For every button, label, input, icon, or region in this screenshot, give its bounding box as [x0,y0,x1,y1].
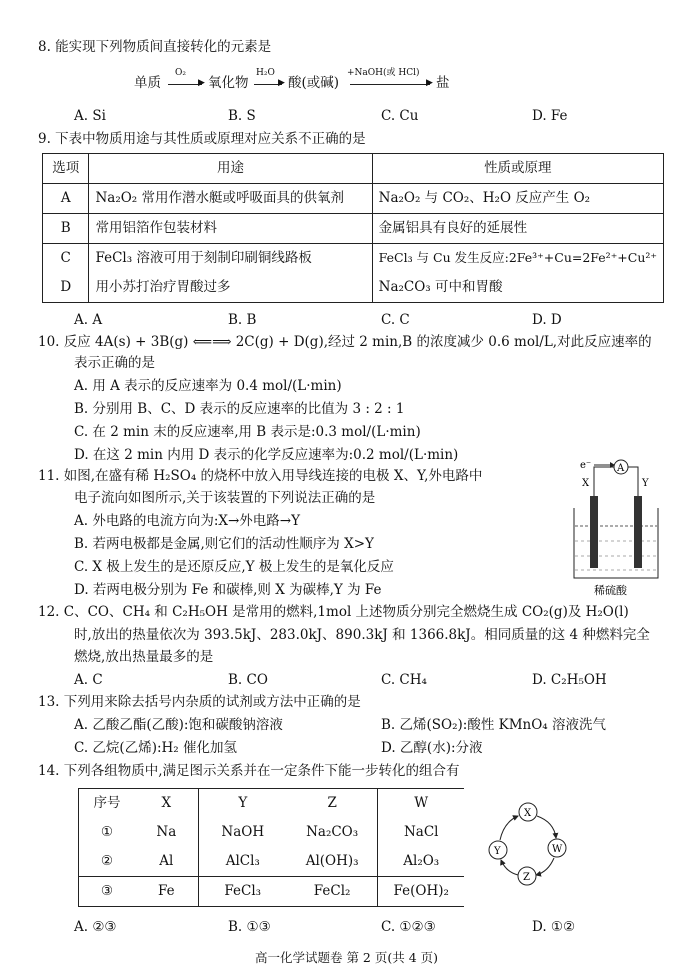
q8-chain-naoh: +NaOH(或 HCl) [347,68,420,78]
q12-option-a: A. C [74,672,103,688]
q14-arrow-y-x [500,816,518,840]
q8-chain-o2: O₂ [175,68,186,78]
q14-row-2-index: ② [100,853,113,870]
q14-row-2-y: AlCl₃ [225,853,260,870]
q14-row-2-x: Al [135,847,198,877]
q13-option-d: D. 乙醇(水):分液 [381,740,483,756]
q14-arrow-z-y [501,860,518,875]
q10-option-d: D. 在这 2 min 内用 D 表示的化学反应速率为:0.2 mol/(L·min) [74,447,459,463]
q12-stem-line3: 燃烧,放出热量最多的是 [74,649,214,665]
q9-header-principle: 性质或原理 [372,154,663,184]
q11-electron-label: e⁻ [580,460,592,471]
q14-row-3-w: Fe(OH)₂ [378,877,464,907]
q12-stem-line1: 12. C、CO、CH₄ 和 C₂H₅OH 是常用的燃料,1mol 上述物质分别完全燃烧生成 CO₂(g)及 H₂O(l) [38,604,629,620]
q14-row-3-z: FeCl₂ [287,877,378,907]
q13-stem: 13. 下列用来除去括号内杂质的试剂或方法中正确的是 [38,694,361,710]
q14-stem: 14. 下列各组物质中,满足图示关系并在一定条件下能一步转化的组合有 [38,763,460,779]
q14-node-y-label: Y [494,846,501,857]
q14-table [78,788,464,907]
q14-node-x-label: X [524,808,532,819]
q10-option-b: B. 分别用 B、C、D 表示的反应速率的比值为 3 : 2 : 1 [74,401,405,417]
q12-stem-line2: 时,放出的热量依次为 393.5kJ、283.0kJ、890.3kJ 和 1366.8kJ。相同质量的这 4 种燃料完全 [74,627,650,643]
q11-wire-right [628,467,638,496]
q11-stem-line1: 11. 如图,在盛有稀 H₂SO₄ 的烧杯中放入用导线连接的电极 X、Y,外电路中 [38,468,483,484]
q9-row-b-label: B [43,214,89,244]
q11-stem-line2: 电子流向如图所示,关于该装置的下列说法正确的是 [74,490,376,506]
q11-wire-left [594,467,614,496]
q8-arrow-1 [168,84,202,85]
q14-header-w: W [378,789,464,819]
q9-header-option: 选项 [43,154,89,184]
q14-row-1-x: Na [135,818,198,847]
q11-option-b: B. 若两电极都是金属,则它们的活动性顺序为 X>Y [74,536,374,552]
q14-row-3-index: ③ [79,877,135,907]
q8-arrowhead-2: ▶ [278,78,285,88]
q9-row-b-principle: 金属铝具有良好的延展性 [372,214,663,244]
q9-option-d: D. D [532,312,562,328]
q11-option-a: A. 外电路的电流方向为:X→外电路→Y [74,513,301,529]
q9-stem: 9. 下表中物质用途与其性质或原理对应关系不正确的是 [38,131,366,147]
q14-option-c: C. ①②③ [381,919,436,935]
q9-row-c-principle: FeCl₃ 与 Cu 发生反应:2Fe³⁺+Cu=2Fe²⁺+Cu²⁺ [378,250,657,266]
q13-option-b: B. 乙烯(SO₂):酸性 KMnO₄ 溶液洗气 [381,717,606,733]
q11-ammeter-label: A [617,463,625,474]
q14-row-1-index: ① [100,824,113,841]
q9-option-b: B. B [228,312,257,328]
q8-option-d: D. Fe [532,108,568,124]
q14-option-d: D. ①② [532,919,576,935]
q9-table [42,153,664,303]
q9-option-a: A. A [74,312,103,328]
q12-option-d: D. C₂H₅OH [532,672,607,688]
q10-stem-line1: 10. 反应 4A(s) + 3B(g) ⟸⟹ 2C(g) + D(g),经过 2 min,B 的浓度减少 0.6 mol/L,对此反应速率的 [38,334,652,350]
q14-row-2-w: Al₂O₃ [403,853,440,870]
q9-option-c: C. C [381,312,410,328]
page-footer: 高一化学试题卷 第 2 页(共 4 页) [254,950,439,965]
q10-option-c: C. 在 2 min 末的反应速率,用 B 表示是:0.3 mol/(L·min) [74,424,421,440]
q9-row-d-principle: Na₂CO₃ 可中和胃酸 [378,279,503,296]
q11-option-d: D. 若两电极分别为 Fe 和碳棒,则 X 为碳棒,Y 为 Fe [74,582,382,598]
q14-arrow-x-w [537,816,556,838]
q11-figure-caption: 稀硫酸 [594,584,627,597]
q8-stem: 8. 能实现下列物质间直接转化的元素是 [38,39,272,55]
q14-option-a: A. ②③ [74,919,117,935]
q14-row-1-z: Na₂CO₃ [287,818,378,847]
q14-row-1-y: NaOH [221,824,265,841]
q9-header-row [43,154,664,184]
q11-x-label: X [582,478,590,489]
q12-option-c: C. CH₄ [381,672,427,688]
q9-row-b-use: 常用铝箔作包装材料 [89,214,372,244]
q11-electrode-x [590,496,598,568]
q14-row-1-w: NaCl [403,824,439,841]
q14-node-w-label: W [552,844,563,855]
q11-electrode-y [634,496,642,568]
q8-chain-h2o: H₂O [256,68,275,78]
q14-header-z: Z [287,789,378,819]
q8-arrowhead-3: ▶ [426,78,433,88]
q13-option-a: A. 乙酸乙酯(乙酸):饱和碳酸钠溶液 [74,717,283,733]
q8-chain-salt: 盐 [436,75,450,91]
q14-option-b: B. ①③ [228,919,271,935]
q8-arrowhead-1: ▶ [198,78,205,88]
q9-row-a-use: Na₂O₂ 常用作潜水艇或呼吸面具的供氧剂 [89,184,372,214]
q9-row-a [43,184,664,214]
q9-row-d-use: 用小苏打治疗胃酸过多 [89,273,372,303]
q14-header-row [79,789,465,819]
q10-option-a: A. 用 A 表示的反应速率为 0.4 mol/(L·min) [74,378,342,394]
q14-row-2-z: Al(OH)₃ [287,847,378,877]
q14-row-1 [79,818,465,847]
q14-row-3-y: FeCl₃ [198,877,287,907]
q10-stem-line2: 表示正确的是 [74,355,155,371]
q9-row-c [43,244,664,274]
q14-header-x: X [135,789,198,819]
q8-chain-acid: 酸(或碱) [288,75,340,91]
q8-option-c: C. Cu [381,108,419,124]
q11-galvanic-cell-figure [558,456,668,598]
q8-option-b: B. S [228,108,256,124]
q14-row-3 [79,877,465,907]
q8-arrow-3 [350,84,430,85]
q12-option-b: B. CO [228,672,268,688]
q9-row-d-label: D [43,273,89,303]
q9-row-a-label: A [43,184,89,214]
q8-chain-oxide: 氧化物 [208,75,249,91]
q9-row-c-use: FeCl₃ 溶液可用于刻制印刷铜线路板 [89,244,372,274]
q9-header-use: 用途 [89,154,372,184]
q13-option-c: C. 乙烷(乙烯):H₂ 催化加氢 [74,740,237,756]
q14-row-3-x: Fe [135,877,198,907]
q9-row-a-principle: Na₂O₂ 与 CO₂、H₂O 反应产生 O₂ [372,184,663,214]
q14-header-y: Y [198,789,287,819]
q11-option-c: C. X 极上发生的是还原反应,Y 极上发生的是氧化反应 [74,559,394,575]
q8-option-a: A. Si [74,108,106,124]
q14-arrow-w-z [536,858,554,875]
q8-chain-simple: 单质 [134,75,161,91]
q14-row-2 [79,847,465,877]
q14-cycle-diagram [484,800,574,886]
q11-y-label: Y [642,478,649,489]
q11-solution [575,526,657,577]
q9-row-b [43,214,664,244]
q14-node-z-label: Z [523,872,530,883]
q9-row-d [43,273,664,303]
q9-row-c-label: C [43,244,89,274]
q14-header-index: 序号 [79,789,135,819]
